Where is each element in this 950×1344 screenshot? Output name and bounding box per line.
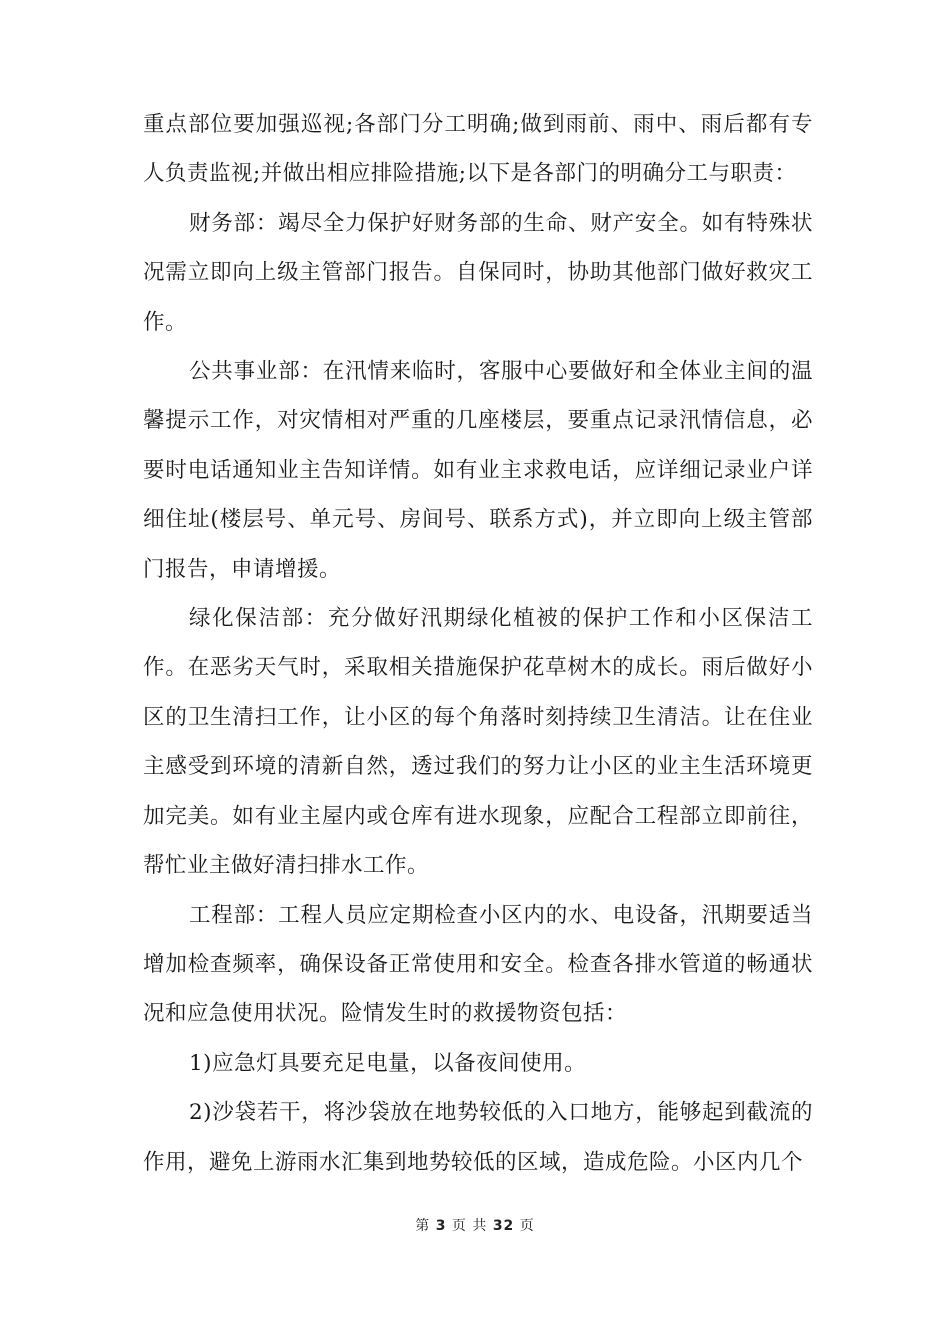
paragraph-engineering: 工程部：工程人员应定期检查小区内的水、电设备，汛期要适当增加检查频率，确保设备正常使用和安全。检查各排水管道的畅通状况和应急使用状况。险情发生时的救援物资包括： (143, 902, 813, 1027)
paragraph-item-1: 1)应急灯具要充足电量，以备夜间使用。 (189, 1050, 587, 1076)
paragraph-intro: 重点部位要加强巡视;各部门分工明确;做到雨前、雨中、雨后都有专人负责监视;并做出相应排险措施;以下是各部门的明确分工与职责： (143, 112, 813, 187)
footer-total-pages: 32 (492, 1218, 515, 1234)
footer-suffix: 页 (519, 1218, 535, 1234)
footer-current-page: 3 (435, 1218, 447, 1234)
document-body (143, 100, 813, 1187)
paragraph-item-2: 2)沙袋若干，将沙袋放在地势较低的入口地方，能够起到截流的作用，避免上游雨水汇集到地势较低的区域，造成危险。小区内几个 (143, 1100, 813, 1175)
paragraph-finance: 财务部：竭尽全力保护好财务部的生命、财产安全。如有特殊状况需立即向上级主管部门报告。自保同时，协助其他部门做好救灾工作。 (143, 210, 813, 335)
footer-middle: 页 共 (451, 1218, 488, 1234)
page-footer (0, 1215, 950, 1235)
footer-prefix: 第 (415, 1218, 431, 1234)
paragraph-public-affairs: 公共事业部：在汛情来临时，客服中心要做好和全体业主间的温馨提示工作，对灾情相对严重的几座楼层，要重点记录汛情信息，必要时电话通知业主告知详情。如有业主求救电话，应详细记录业户详细住址(楼层号、单元号、房间号、联系方式)，并立即向上级主管部门报告，申请增援。 (143, 359, 813, 582)
paragraph-greening-cleaning: 绿化保洁部：充分做好汛期绿化植被的保护工作和小区保洁工作。在恶劣天气时，采取相关措施保护花草树木的成长。雨后做好小区的卫生清扫工作，让小区的每个角落时刻持续卫生清洁。让在住业主感受到环境的清新自然，透过我们的努力让小区的业主生活环境更加完美。如有业主屋内或仓库有进水现象，应配合工程部立即前往，帮忙业主做好清扫排水工作。 (143, 606, 813, 879)
